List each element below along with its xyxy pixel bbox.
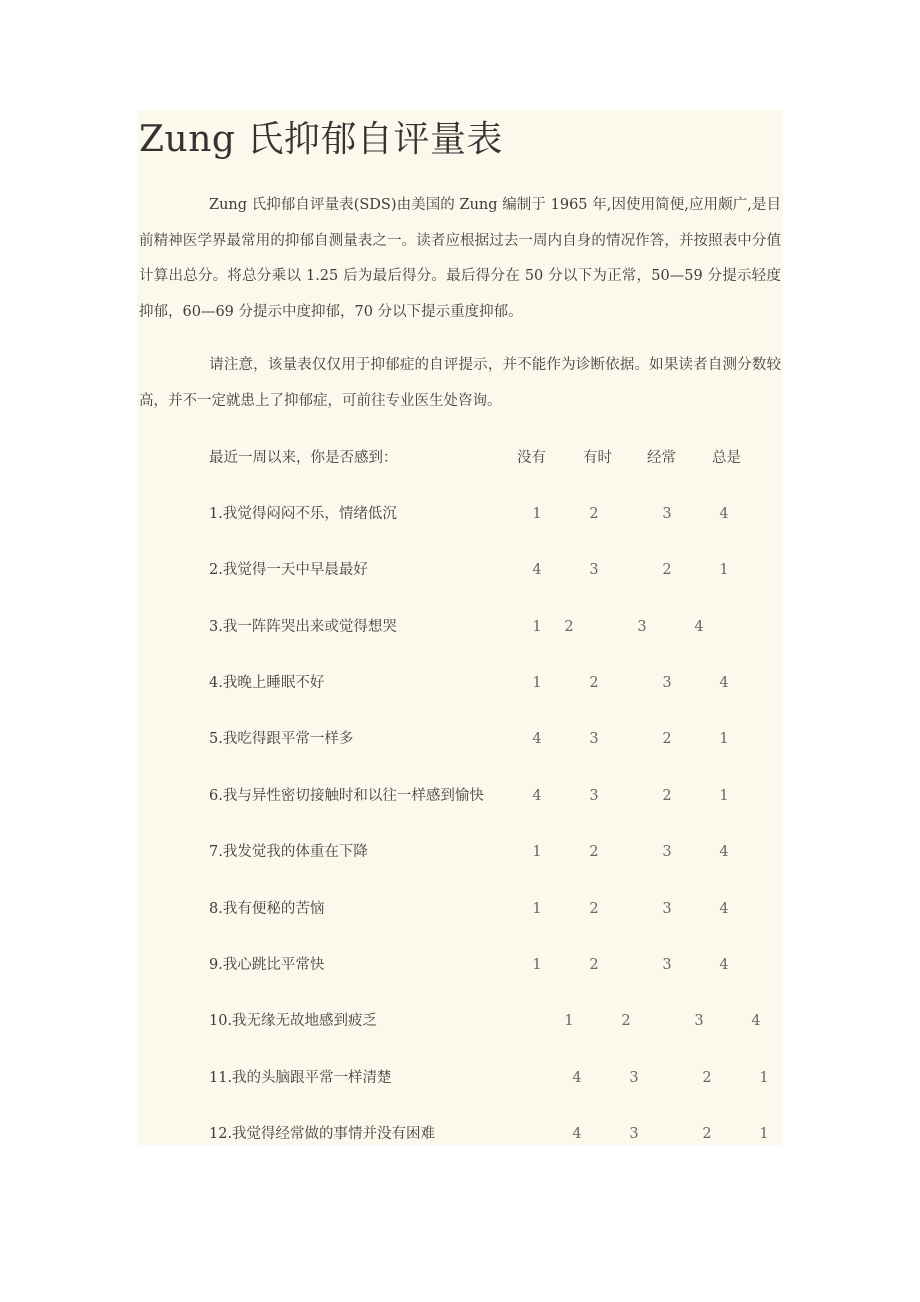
score-always: 1 [719, 562, 729, 578]
score-sometimes: 3 [629, 1126, 639, 1142]
table-row [209, 502, 779, 526]
score-always: 4 [719, 957, 729, 973]
score-never: 4 [532, 788, 542, 804]
intro-paragraph-text: Zung 氏抑郁自评量表(SDS)由美国的 Zung 编制于 1965 年,因使用简便,应用颇广,是目前精神医学界最常用的抑郁自测量表之一。读者应根据过去一周内自身的情况作答，并按照表中分值计算出总分。将总分乘以 1.25 后为最后得分。最后得分在 50 分以下为正常，50—59 分提示轻度抑郁，60—69 分提示中度抑郁，70 分以下提示重度抑郁。 [139, 197, 781, 320]
scale-header-row [209, 446, 779, 470]
question-label: 9.我心跳比平常快 [209, 957, 325, 973]
table-row [209, 727, 779, 751]
score-sometimes: 3 [589, 788, 599, 804]
score-never: 4 [572, 1126, 582, 1142]
intro-paragraph [139, 188, 781, 330]
score-always: 1 [759, 1070, 769, 1086]
score-often: 3 [694, 1013, 704, 1029]
score-always: 1 [719, 788, 729, 804]
table-row [209, 558, 779, 582]
score-never: 1 [532, 844, 542, 860]
column-header-never: 没有 [517, 450, 546, 466]
score-never: 1 [532, 619, 542, 635]
question-label: 3.我一阵阵哭出来或觉得想哭 [209, 619, 397, 635]
question-label: 2.我觉得一天中早晨最好 [209, 562, 368, 578]
table-row [209, 1009, 799, 1033]
score-always: 4 [719, 901, 729, 917]
score-always: 4 [719, 844, 729, 860]
score-sometimes: 2 [589, 957, 599, 973]
question-label: 8.我有便秘的苦恼 [209, 901, 325, 917]
score-often: 3 [662, 901, 672, 917]
table-row [209, 953, 779, 977]
score-never: 4 [532, 562, 542, 578]
score-often: 2 [702, 1070, 712, 1086]
score-often: 3 [662, 506, 672, 522]
score-sometimes: 2 [589, 506, 599, 522]
table-row [209, 671, 779, 695]
score-often: 3 [637, 619, 647, 635]
table-row [209, 784, 779, 808]
score-often: 3 [662, 957, 672, 973]
table-row [209, 897, 779, 921]
notice-paragraph-text: 请注意，该量表仅仅用于抑郁症的自评提示，并不能作为诊断依据。如果读者自测分数较高，并不一定就患上了抑郁症，可前往专业医生处咨询。 [139, 357, 781, 409]
score-always: 4 [719, 675, 729, 691]
score-never: 4 [532, 731, 542, 747]
question-label: 12.我觉得经常做的事情并没有困难 [209, 1126, 436, 1142]
score-often: 3 [662, 675, 672, 691]
question-label: 1.我觉得闷闷不乐，情绪低沉 [209, 506, 397, 522]
score-always: 4 [719, 506, 729, 522]
score-often: 3 [662, 844, 672, 860]
score-always: 1 [719, 731, 729, 747]
question-label: 11.我的头脑跟平常一样清楚 [209, 1070, 392, 1086]
score-sometimes: 2 [621, 1013, 631, 1029]
table-row [209, 840, 779, 864]
score-never: 1 [532, 675, 542, 691]
score-never: 4 [572, 1070, 582, 1086]
score-always: 4 [694, 619, 704, 635]
score-never: 1 [532, 506, 542, 522]
score-sometimes: 3 [589, 731, 599, 747]
table-row [209, 1066, 809, 1090]
question-label: 10.我无缘无故地感到疲乏 [209, 1013, 378, 1029]
document-page [137, 110, 783, 1145]
score-often: 2 [702, 1126, 712, 1142]
column-header-always: 总是 [712, 450, 741, 466]
score-often: 2 [662, 731, 672, 747]
score-sometimes: 3 [629, 1070, 639, 1086]
column-header-sometimes: 有时 [583, 450, 612, 466]
score-never: 1 [564, 1013, 574, 1029]
table-row [209, 1122, 809, 1146]
table-row [209, 615, 779, 639]
score-always: 1 [759, 1126, 769, 1142]
column-header-often: 经常 [647, 450, 676, 466]
question-label: 6.我与异性密切接触时和以往一样感到愉快 [209, 788, 484, 804]
notice-paragraph [139, 348, 781, 419]
score-always: 4 [751, 1013, 761, 1029]
question-label: 5.我吃得跟平常一样多 [209, 731, 354, 747]
question-label: 7.我发觉我的体重在下降 [209, 844, 368, 860]
score-often: 2 [662, 788, 672, 804]
score-sometimes: 2 [589, 675, 599, 691]
document-title: Zung 氏抑郁自评量表 [139, 119, 503, 160]
score-sometimes: 2 [589, 844, 599, 860]
score-sometimes: 2 [589, 901, 599, 917]
question-header: 最近一周以来，你是否感到： [209, 450, 398, 466]
score-often: 2 [662, 562, 672, 578]
score-sometimes: 2 [564, 619, 574, 635]
score-sometimes: 3 [589, 562, 599, 578]
score-never: 1 [532, 901, 542, 917]
question-label: 4.我晚上睡眠不好 [209, 675, 325, 691]
score-never: 1 [532, 957, 542, 973]
